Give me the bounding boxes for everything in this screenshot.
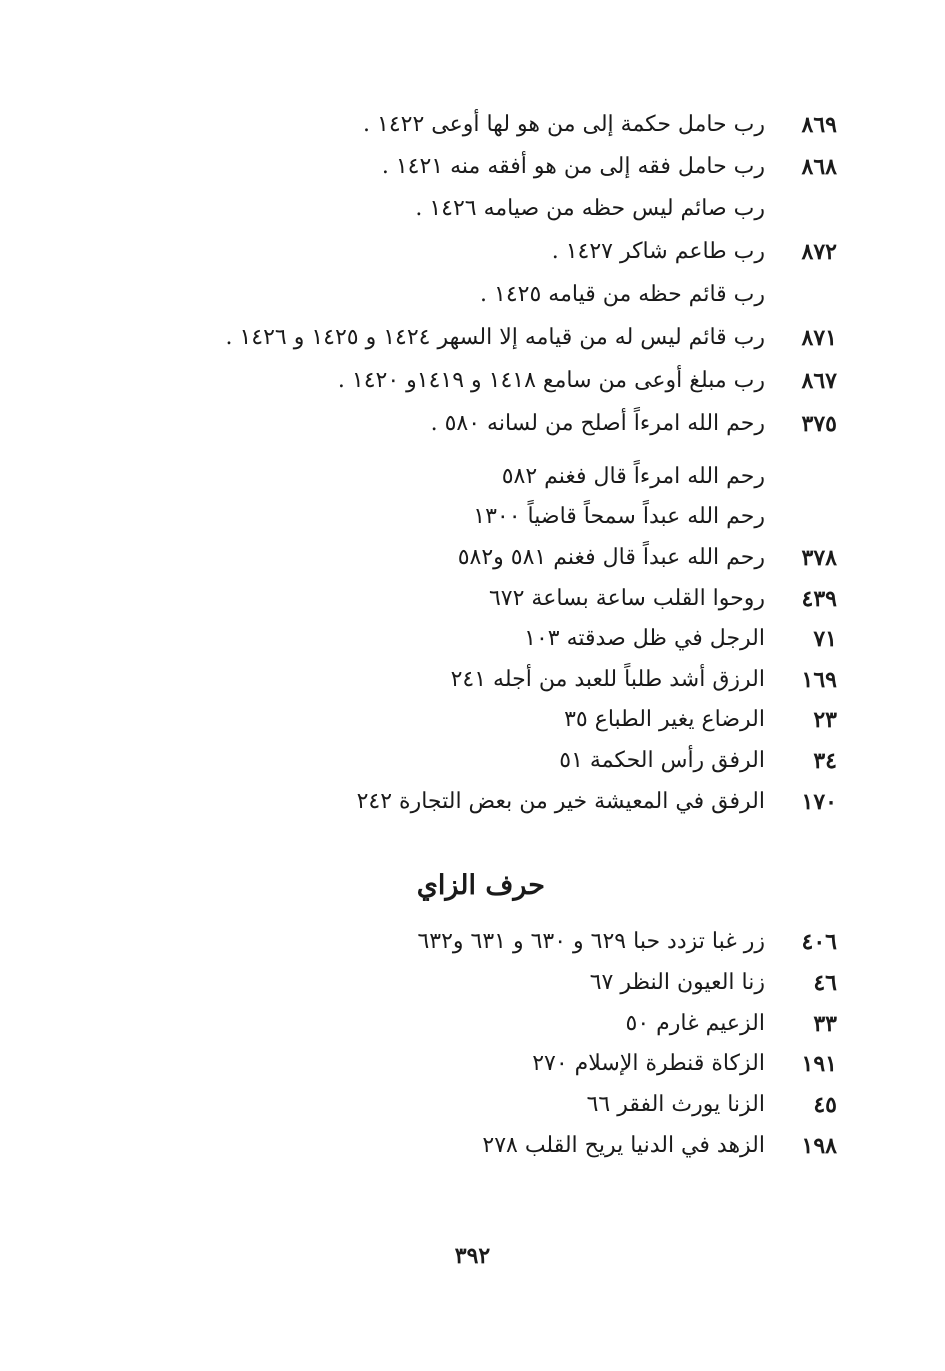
entry-number: ٣٤ bbox=[813, 748, 837, 774]
section-heading: حرف الزاي bbox=[416, 870, 545, 901]
index-entry bbox=[137, 500, 837, 534]
entry-number: ٣٧٥ bbox=[801, 411, 837, 437]
entry-number: ٨٦٩ bbox=[801, 112, 837, 138]
entry-text: زنا العيون النظر ٦٧ bbox=[589, 970, 765, 995]
index-entry bbox=[137, 150, 837, 184]
entry-number: ١٧٠ bbox=[801, 789, 837, 815]
index-entry bbox=[137, 582, 837, 616]
entry-text: رب حامل حكمة إلى من هو لها أوعى ١٤٢٢ . bbox=[363, 112, 765, 137]
entry-text: زر غبا تزدد حبا ٦٢٩ و ٦٣٠ و ٦٣١ و٦٣٢ bbox=[417, 929, 765, 954]
entry-text: الرفق رأس الحكمة ٥١ bbox=[559, 748, 765, 773]
entry-text: رحم الله امرءاً قال فغنم ٥٨٢ bbox=[501, 464, 765, 489]
entry-number: ٨٦٨ bbox=[801, 154, 837, 180]
index-entry bbox=[137, 407, 837, 441]
entry-text: رب طاعم شاكر ١٤٢٧ . bbox=[551, 239, 765, 264]
index-entry bbox=[137, 663, 837, 697]
entry-text: روحوا القلب ساعة بساعة ٦٧٢ bbox=[488, 586, 765, 611]
entry-number: ٤٦ bbox=[813, 970, 837, 996]
entry-number: ١٩١ bbox=[801, 1051, 837, 1077]
index-entry bbox=[137, 278, 837, 312]
index-entry bbox=[137, 460, 837, 494]
entry-number: ٨٧١ bbox=[801, 325, 837, 351]
entry-number: ٤٣٩ bbox=[801, 586, 837, 612]
index-entry bbox=[137, 744, 837, 778]
entry-text: الزكاة قنطرة الإسلام ٢٧٠ bbox=[532, 1051, 765, 1076]
entry-number: ١٦٩ bbox=[801, 667, 837, 693]
entry-text: الرزق أشد طلباً للعبد من أجله ٢٤١ bbox=[450, 667, 765, 692]
entry-text: رب حامل فقه إلى من هو أفقه منه ١٤٢١ . bbox=[381, 154, 765, 179]
index-entry bbox=[137, 192, 837, 226]
index-entry bbox=[137, 541, 837, 575]
entry-number: ١٩٨ bbox=[801, 1133, 837, 1159]
index-entry bbox=[137, 1007, 837, 1041]
entry-text: رب مبلغ أوعى من سامع ١٤١٨ و ١٤١٩و ١٤٢٠ . bbox=[337, 368, 765, 393]
entry-text: رب قائم حظه من قيامه ١٤٢٥ . bbox=[480, 282, 765, 307]
entry-number: ٨٦٧ bbox=[801, 368, 837, 394]
entry-text: رب صائم ليس حظه من صيامه ١٤٢٦ . bbox=[415, 196, 765, 221]
index-entry bbox=[137, 235, 837, 269]
entry-number: ٧١ bbox=[813, 626, 837, 652]
entry-text: الزنا يورث الفقر ٦٦ bbox=[586, 1092, 765, 1117]
index-entry bbox=[137, 703, 837, 737]
entry-number: ٤٥ bbox=[813, 1092, 837, 1118]
index-entry bbox=[137, 364, 837, 398]
entry-number: ٢٣ bbox=[813, 707, 837, 733]
entry-text: الرفق في المعيشة خير من بعض التجارة ٢٤٢ bbox=[356, 789, 765, 814]
entry-text: الزهد في الدنيا يريح القلب ٢٧٨ bbox=[482, 1133, 765, 1158]
index-entry bbox=[137, 1047, 837, 1081]
entry-number: ٣٧٨ bbox=[801, 545, 837, 571]
entry-text: رحم الله عبداً سمحاً قاضياً ١٣٠٠ bbox=[473, 504, 765, 529]
index-entry bbox=[137, 108, 837, 142]
entry-text: رب قائم ليس له من قيامه إلا السهر ١٤٢٤ و ١٤٢٥ و ١٤٢٦ . bbox=[225, 325, 765, 350]
index-entry bbox=[137, 785, 837, 819]
entry-number: ٣٣ bbox=[813, 1011, 837, 1037]
index-entry bbox=[137, 925, 837, 959]
entry-text: الرجل في ظل صدقته ١٠٣ bbox=[524, 626, 765, 651]
index-entry bbox=[137, 1088, 837, 1122]
entry-number: ٨٧٢ bbox=[801, 239, 837, 265]
index-entry bbox=[137, 966, 837, 1000]
index-entry bbox=[137, 321, 837, 355]
entry-text: الزعيم غارم ٥٠ bbox=[625, 1011, 765, 1036]
index-entry bbox=[137, 622, 837, 656]
entry-number: ٤٠٦ bbox=[801, 929, 837, 955]
entry-text: الرضاع يغير الطباع ٣٥ bbox=[564, 707, 765, 732]
index-entry bbox=[137, 1129, 837, 1163]
entry-text: رحم الله امرءاً أصلح من لسانه ٥٨٠ . bbox=[430, 411, 765, 436]
page-number: ٣٩٢ bbox=[454, 1243, 491, 1269]
entry-text: رحم الله عبداً قال فغنم ٥٨١ و٥٨٢ bbox=[457, 545, 765, 570]
